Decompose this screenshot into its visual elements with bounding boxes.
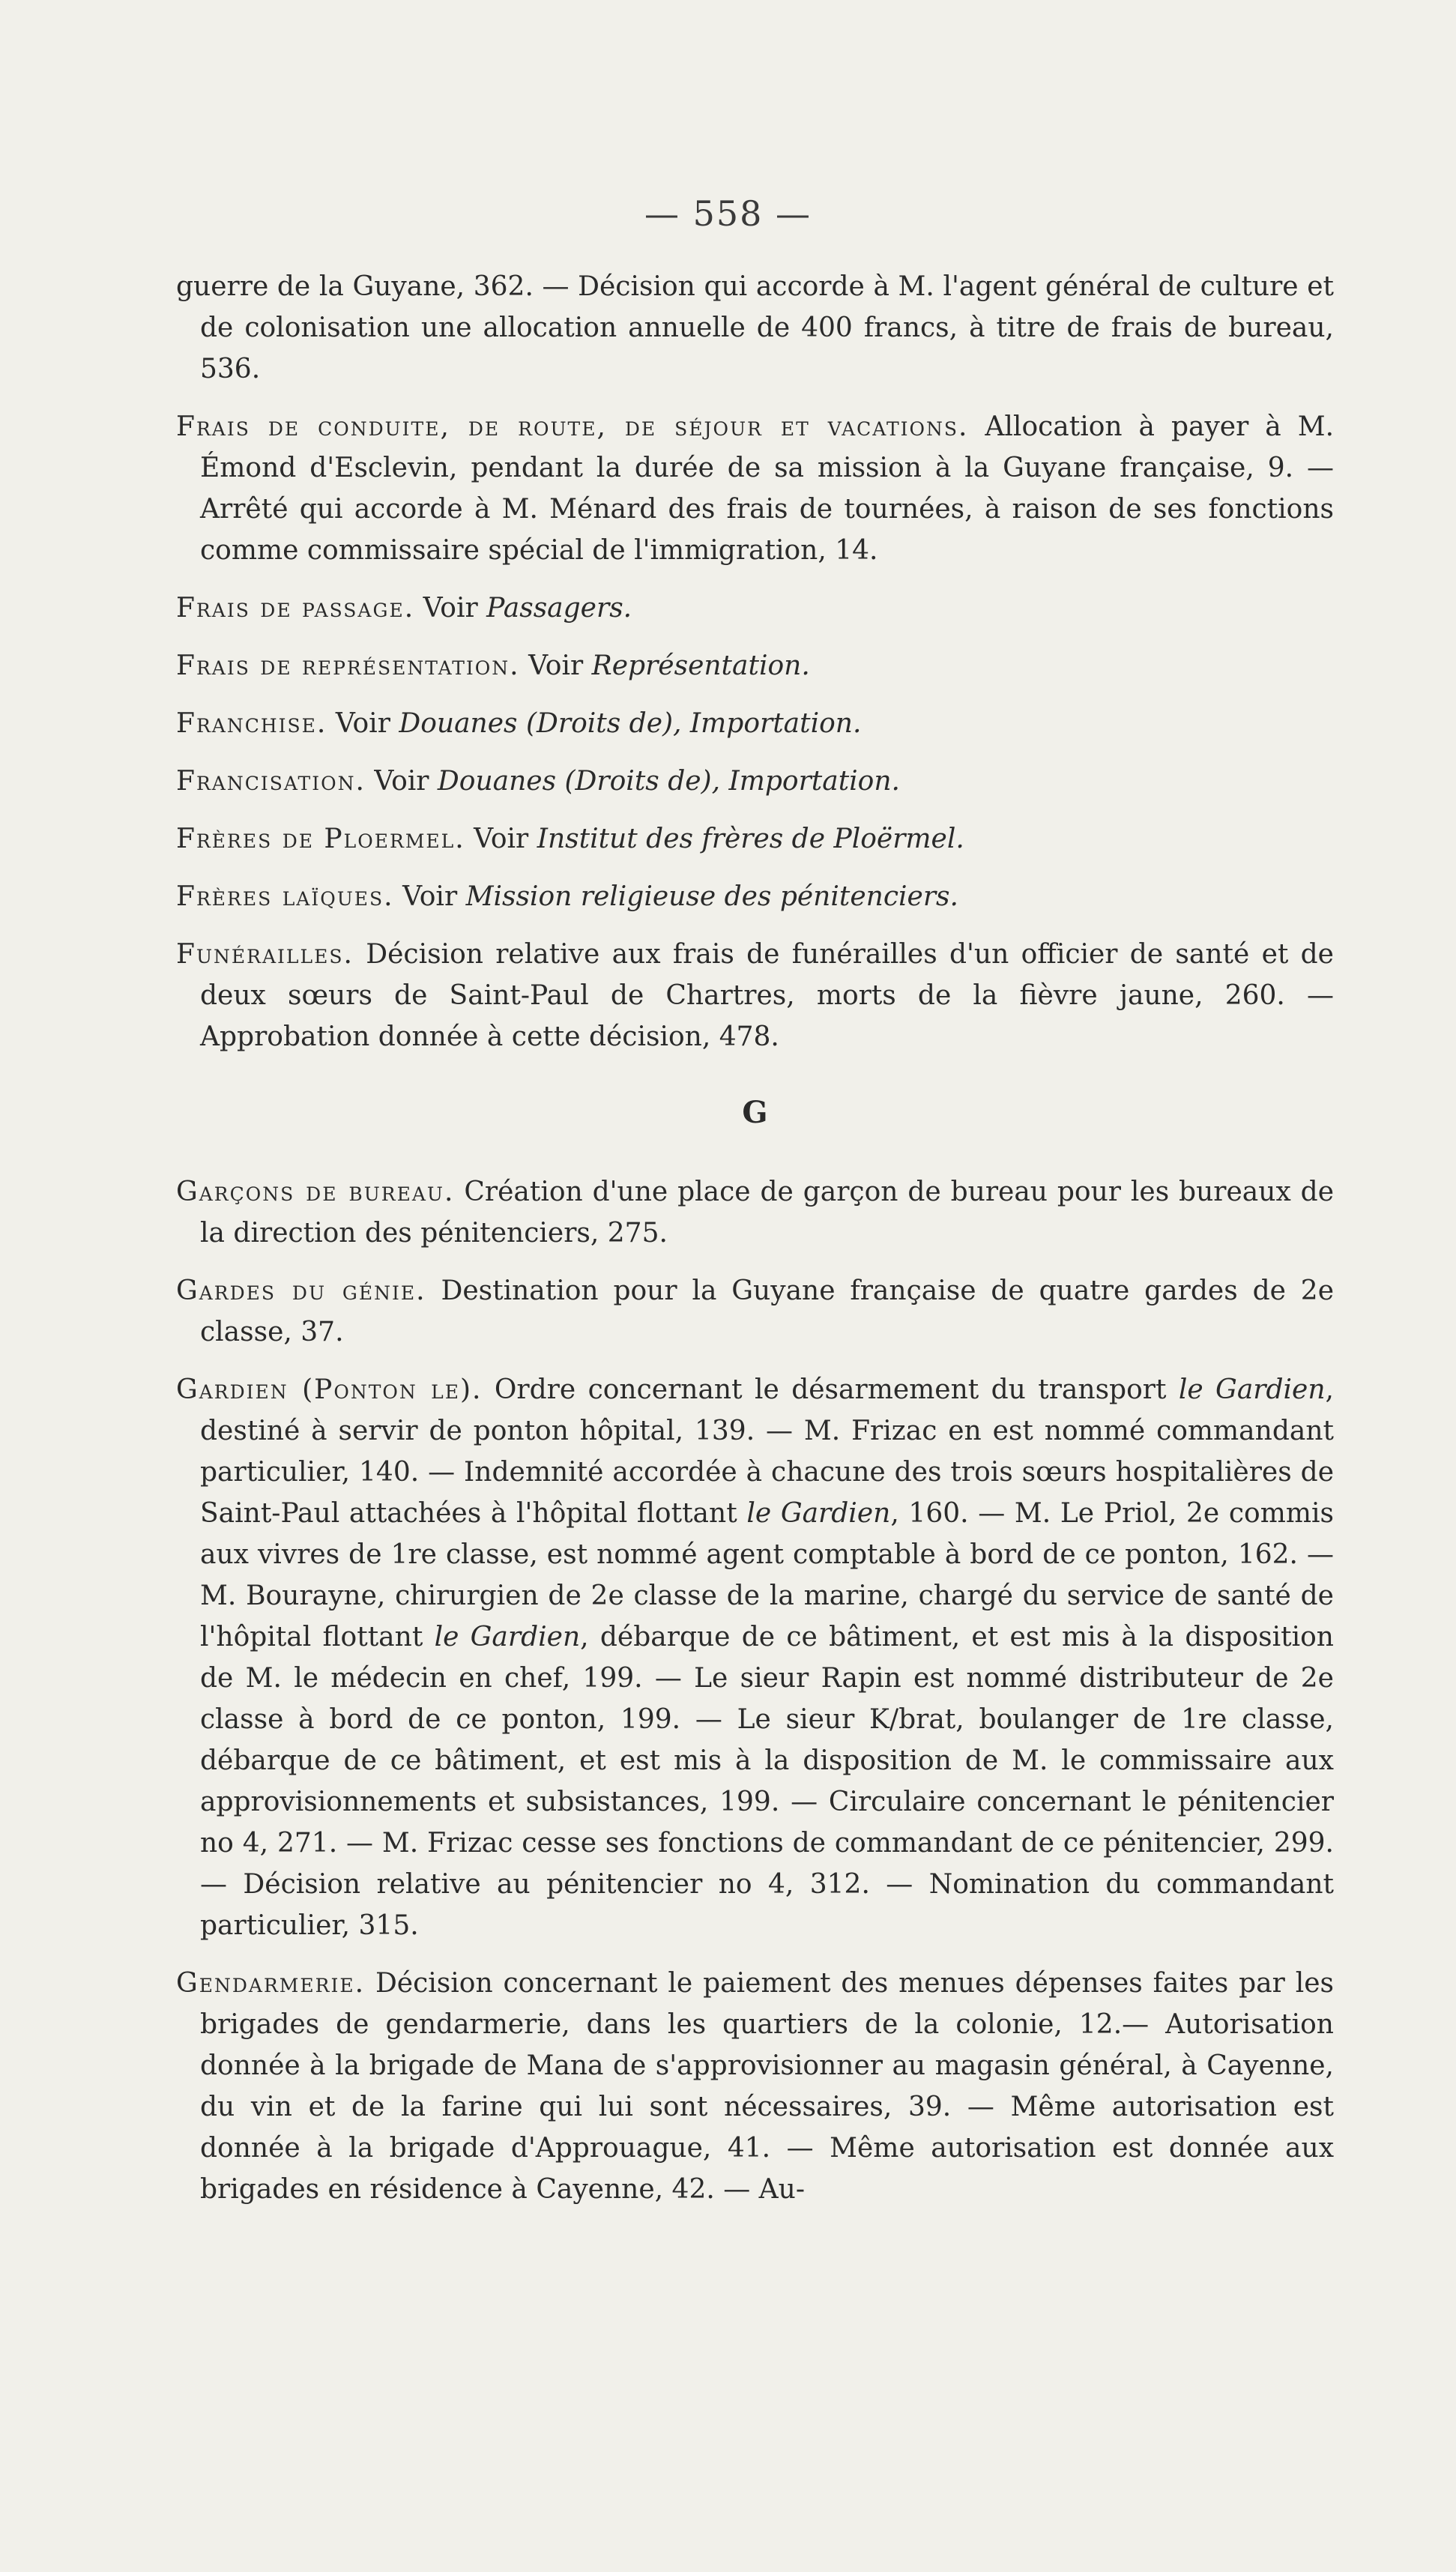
entry-lead: Gardes du génie. <box>176 1276 426 1306</box>
entry-francisation <box>176 761 1334 802</box>
entry-text: Création d'une place de garçon de bureau pour les bureaux de la direction des pénitenciers, 275. <box>200 1177 1334 1249</box>
cross-reference: Représentation. <box>591 650 810 681</box>
entry-lead: Frais de représentation. <box>176 650 520 681</box>
cross-reference: Douanes (Droits de), Importation. <box>437 766 900 797</box>
entry-text: Décision relative aux frais de funérailles d'un officier de santé et de deux sœurs de Saint-Paul de Chartres, morts de la fièvre jaune, 260. — Approbation donnée à cette décision, 478. <box>200 939 1334 1052</box>
entry-franchise <box>176 703 1334 744</box>
voir-label: Voir <box>402 881 458 912</box>
entry-lead: Gardien (Ponton le). <box>176 1374 483 1405</box>
entry-gardes-genie <box>176 1270 1334 1353</box>
entry-frais-representation <box>176 645 1334 686</box>
entry-text: Allocation à payer à M. Émond d'Esclevin, pendant la durée de sa mission à la Guyane française, 9. — Arrêté qui accorde à M. Ménard des frais de tournées, à raison de ses fonctions comme commissaire spécial de l'immigration, 14. <box>200 411 1335 566</box>
index-content <box>176 266 1334 2227</box>
entry-text: Destination pour la Guyane française de quatre gardes de 2e classe, 37. <box>200 1276 1334 1347</box>
entry-lead: Gendarmerie. <box>176 1968 366 1999</box>
voir-label: Voir <box>335 708 390 739</box>
entry-lead: Francisation. <box>176 766 366 797</box>
entry-text: , 160. — M. Le Priol, 2e commis aux vivres de 1re classe, est nommé agent comptable à bord de ce ponton, 162. — M. Bourayne, chirurgien de 2e classe de la marine, chargé du service de santé de l'hôpital flottant <box>200 1498 1334 1652</box>
entry-lead: Frais de passage. <box>176 593 415 624</box>
continuation-entry: guerre de la Guyane, 362. — Décision qui accorde à M. l'agent général de culture et de colonisation une allocation annuelle de 400 francs, à titre de frais de bureau, 536. <box>176 271 1334 384</box>
entry-freres-laiques <box>176 876 1334 917</box>
ship-name: le Gardien <box>1178 1374 1326 1405</box>
cross-reference: Mission religieuse des pénitenciers. <box>465 881 958 912</box>
entry-lead: Garçons de bureau. <box>176 1177 455 1207</box>
section-letter: G <box>742 1095 768 1130</box>
cross-reference: Institut des frères de Ploërmel. <box>537 824 964 854</box>
entry-gendarmerie <box>176 1963 1334 2210</box>
entry-garcons-bureau <box>176 1171 1334 1254</box>
page-number: — 558 — <box>644 193 812 234</box>
voir-label: Voir <box>474 824 529 854</box>
voir-label: Voir <box>423 593 478 624</box>
entry-text: , destiné à servir de ponton hôpital, 139. — M. Frizac en est nommé commandant particulier, 140. — Indemnité accordée à chacune des trois sœurs hospitalières de Saint-Paul attachées à l'hôpital flottant <box>200 1374 1334 1529</box>
entry-frais-passage <box>176 588 1334 629</box>
entry-lead: Funérailles. <box>176 939 354 970</box>
voir-label: Voir <box>528 650 584 681</box>
ship-name: le Gardien <box>434 1622 581 1652</box>
entry-text: , débarque de ce bâtiment, et est mis à la disposition de M. le médecin en chef, 199. — Le sieur Rapin est nommé distributeur de 2e classe à bord de ce ponton, 199. — Le sieur K/brat, boulanger de 1re classe, débarque de ce bâtiment, et est mis à la disposition de M. le commissaire aux approvisionnements et subsistances, 199. — Circulaire concernant le pénitencier no 4, 271. — M. Frizac cesse ses fonctions de commandant de ce pénitencier, 299. — Décision relative au pénitencier no 4, 312. — Nomination du commandant particulier, 315. <box>200 1622 1334 1941</box>
entry-text: Ordre concernant le désarmement du transport <box>494 1374 1179 1405</box>
ship-name: le Gardien <box>746 1498 891 1529</box>
entry-lead: Franchise. <box>176 708 327 739</box>
entry-lead: Frères laïques. <box>176 881 394 912</box>
voir-label: Voir <box>374 766 429 797</box>
entry-frais-conduite <box>176 406 1334 571</box>
entry-gardien-ponton <box>176 1369 1334 1946</box>
cross-reference: Douanes (Droits de), Importation. <box>399 708 862 739</box>
entry-lead: Frais de conduite, de route, de séjour et vacations. <box>176 411 969 442</box>
entry-text: Décision concernant le paiement des menues dépenses faites par les brigades de gendarmerie, dans les quartiers de la colonie, 12.— Autorisation donnée à la brigade de Mana de s'approvisionner au magasin général, à Cayenne, du vin et de la farine qui lui sont nécessaires, 39. — Même autorisation est donnée à la brigade d'Approuague, 41. — Même autorisation est donnée aux brigades en résidence à Cayenne, 42. — Au- <box>200 1968 1334 2205</box>
cross-reference: Passagers. <box>486 593 632 624</box>
entry-funerailles <box>176 934 1334 1057</box>
entry-freres-ploermel <box>176 818 1334 860</box>
entry-lead: Frères de Ploermel. <box>176 824 465 854</box>
